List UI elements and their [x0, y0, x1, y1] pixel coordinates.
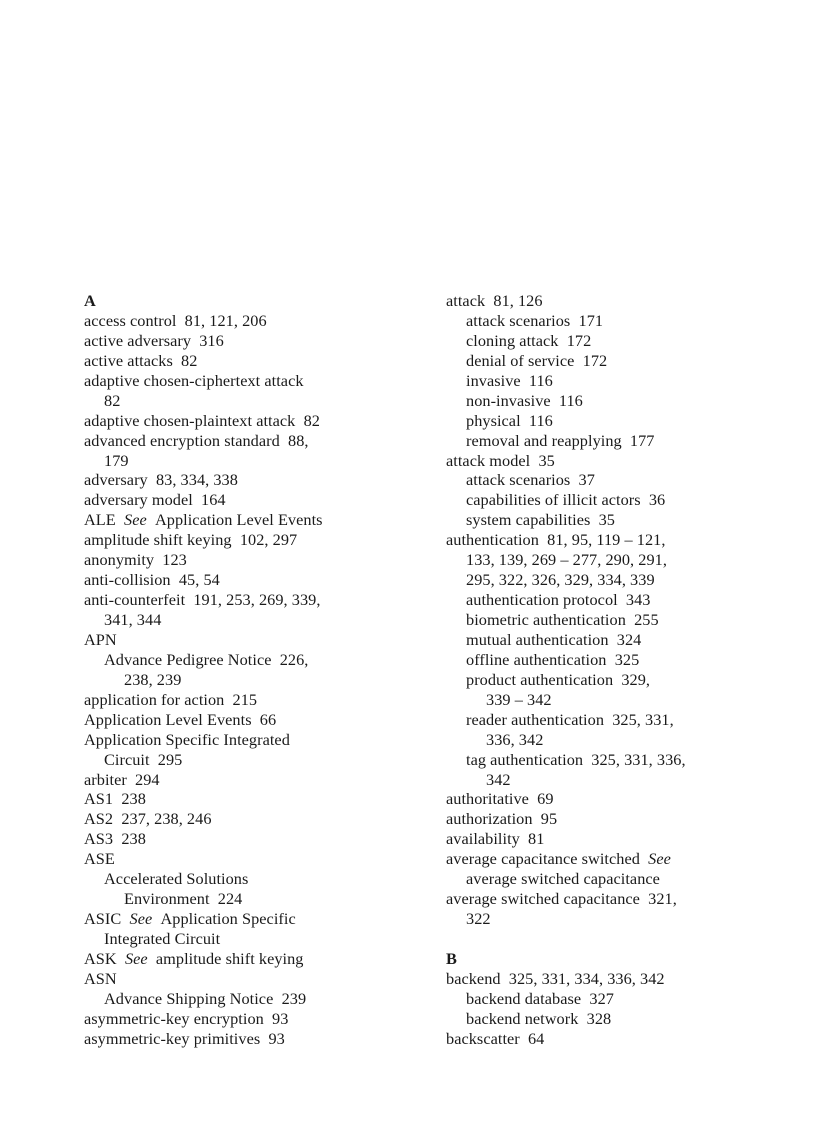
index-entry	[84, 789, 404, 809]
index-term: AS1	[84, 789, 114, 809]
index-entry	[84, 770, 404, 790]
index-term: average switched capacitance	[446, 889, 640, 909]
index-term: adaptive chosen-plaintext attack	[84, 410, 296, 430]
see-reference: See	[129, 909, 153, 929]
index-term: tag authentication	[466, 749, 584, 769]
index-term: anonymity	[84, 550, 155, 570]
index-term: Environment	[124, 889, 210, 909]
index-entry	[446, 1029, 776, 1049]
index-term: Advance Pedigree Notice	[104, 649, 272, 669]
index-entry	[84, 530, 404, 550]
page-numbers: 82	[303, 410, 320, 430]
see-reference: See	[648, 849, 671, 869]
index-entry	[84, 510, 404, 530]
index-subentry	[84, 889, 404, 909]
index-subentry	[446, 610, 776, 630]
index-entry	[84, 690, 404, 710]
section-letter-b: B	[446, 948, 457, 968]
index-term: product authentication	[466, 669, 614, 689]
index-entry	[84, 470, 404, 490]
index-term: attack	[446, 291, 486, 310]
index-entry	[84, 570, 404, 590]
index-term: offline authentication	[466, 649, 607, 669]
index-term: backend network	[466, 1008, 579, 1028]
index-term: availability	[446, 829, 520, 849]
index-term: attack model	[446, 450, 531, 470]
page-numbers: 83, 334, 338	[155, 470, 238, 490]
index-subentry	[446, 869, 776, 889]
index-entry	[446, 530, 776, 550]
index-term: ASIC	[84, 909, 122, 929]
index-entry	[84, 490, 404, 510]
page-numbers: 179	[104, 450, 129, 470]
index-term: ALE	[84, 510, 116, 530]
page-numbers: 69	[537, 789, 554, 809]
page-numbers: 93	[272, 1008, 289, 1028]
index-term: physical	[466, 410, 521, 430]
index-subentry	[84, 989, 404, 1009]
index-term: Advance Shipping Notice	[104, 988, 274, 1008]
index-term: average capacitance switched	[446, 849, 640, 869]
page-numbers: 342	[486, 769, 511, 789]
index-entry	[84, 411, 404, 431]
index-subentry	[446, 650, 776, 670]
index-term: anti-collision	[84, 570, 171, 590]
index-term: system capabilities	[466, 510, 591, 530]
index-entry	[84, 1029, 404, 1049]
index-entry	[84, 909, 404, 929]
index-subentry	[446, 909, 776, 929]
index-term: adaptive chosen-ciphertext attack	[84, 370, 304, 390]
page-numbers: 102, 297	[239, 530, 298, 550]
index-entry	[84, 949, 404, 969]
page-numbers: 95	[540, 809, 558, 829]
index-entry	[84, 1009, 404, 1029]
page-numbers: 36	[648, 490, 666, 510]
index-subentry	[446, 770, 776, 790]
index-subentry	[446, 730, 776, 750]
page-numbers: 93	[268, 1028, 285, 1048]
index-subentry	[446, 331, 776, 351]
page-numbers: 343	[625, 590, 651, 610]
page-numbers: 238, 239	[124, 669, 182, 689]
page-numbers: 82	[104, 390, 121, 410]
page-numbers: 191, 253, 269, 339,	[193, 590, 321, 610]
index-term: ASE	[84, 849, 115, 869]
index-term: backend database	[466, 988, 582, 1008]
page-numbers: 327	[589, 988, 614, 1008]
see-target: Application Level Events	[154, 510, 323, 530]
index-term: attack scenarios	[466, 470, 571, 490]
index-term: application for action	[84, 689, 225, 709]
page-numbers: 133, 139, 269 – 277, 290, 291,	[466, 550, 667, 570]
page-numbers: 64	[527, 1028, 545, 1048]
page-numbers: 237, 238, 246	[121, 809, 212, 829]
index-subentry	[84, 650, 404, 670]
index-entry	[446, 451, 776, 471]
see-reference: See	[124, 510, 147, 530]
index-term: amplitude shift keying	[84, 530, 232, 550]
index-term: backend	[446, 968, 501, 988]
index-term: average switched capacitance	[466, 869, 660, 889]
index-term: adversary model	[84, 490, 193, 510]
index-term: biometric authentication	[466, 610, 626, 629]
index-entry	[446, 789, 776, 809]
index-term: capabilities of illicit actors	[466, 490, 641, 510]
index-subentry	[84, 929, 404, 949]
index-subentry	[84, 610, 404, 630]
index-entry	[84, 431, 404, 451]
index-subentry	[446, 470, 776, 490]
page-numbers: 325	[614, 649, 640, 669]
index-entry	[84, 590, 404, 610]
index-term: invasive	[466, 370, 521, 390]
index-subentry	[446, 311, 776, 331]
page-numbers: 238	[121, 829, 146, 849]
see-reference: See	[124, 948, 148, 968]
index-term: authorization	[446, 809, 533, 829]
page-numbers: 116	[528, 370, 553, 390]
index-entry	[84, 331, 404, 351]
index-term: Accelerated Solutions	[104, 869, 249, 889]
index-term: mutual authentication	[466, 629, 609, 649]
page-numbers: 321,	[648, 889, 677, 909]
page-numbers: 295, 322, 326, 329, 334, 339	[466, 570, 655, 590]
index-entry	[84, 730, 404, 750]
index-subentry	[446, 391, 776, 411]
index-subentry	[446, 630, 776, 650]
index-term: authentication	[446, 530, 539, 550]
page-numbers: 325, 331, 334, 336, 342	[508, 968, 665, 988]
index-term: active adversary	[84, 330, 192, 350]
page-numbers: 123	[162, 550, 187, 570]
index-entry	[84, 809, 404, 829]
index-term: access control	[84, 310, 177, 330]
page-numbers: 341, 344	[104, 610, 162, 629]
page-numbers: 336, 342	[486, 729, 544, 749]
page-numbers: 239	[281, 988, 307, 1008]
index-term: ASK	[84, 948, 117, 968]
page-numbers: 339 – 342	[486, 689, 552, 709]
page-numbers: 171	[578, 310, 604, 330]
page-numbers: 81	[528, 829, 545, 849]
index-entry	[446, 849, 776, 869]
page-numbers: 255	[634, 610, 659, 629]
index-entry	[84, 630, 404, 650]
index-term: AS2	[84, 809, 114, 829]
index-term: active attacks	[84, 350, 173, 370]
page-numbers: 226,	[279, 649, 309, 669]
index-subentry	[446, 411, 776, 431]
index-subentry	[446, 351, 776, 371]
index-term: Integrated Circuit	[104, 929, 221, 948]
index-term: anti-counterfeit	[84, 590, 186, 610]
index-term: AS3	[84, 829, 114, 849]
section-gap	[446, 929, 776, 949]
page-numbers: 324	[616, 629, 642, 649]
page-numbers: 172	[582, 350, 608, 370]
index-subentry	[446, 750, 776, 770]
index-term: Circuit	[104, 749, 150, 769]
page-numbers: 116	[528, 410, 553, 430]
page-numbers: 88,	[288, 430, 309, 450]
index-subentry	[446, 371, 776, 391]
index-term: APN	[84, 629, 117, 649]
index-term: Application Level Events	[84, 709, 252, 729]
page-numbers: 82	[181, 350, 198, 370]
index-term: non-invasive	[466, 390, 551, 410]
page-numbers: 37	[578, 470, 595, 490]
page-numbers: 81, 126	[493, 291, 543, 310]
index-term: denial of service	[466, 350, 575, 370]
page-numbers: 215	[232, 689, 258, 709]
index-subentry	[446, 710, 776, 730]
index-subentry	[84, 391, 404, 411]
page-numbers: 164	[201, 490, 226, 510]
see-target: amplitude shift keying	[155, 948, 304, 968]
index-subentry	[446, 431, 776, 451]
index-subentry	[84, 869, 404, 889]
index-term: reader authentication	[466, 709, 605, 729]
page-numbers: 66	[259, 709, 277, 729]
index-subentry	[84, 451, 404, 471]
index-term: asymmetric-key encryption	[84, 1008, 264, 1028]
index-term: authentication protocol	[466, 590, 618, 610]
page-numbers: 81, 121, 206	[184, 310, 267, 330]
index-entry	[84, 371, 404, 391]
index-subentry	[84, 750, 404, 770]
index-subentry	[446, 1009, 776, 1029]
index-term: Application Specific Integrated	[84, 729, 290, 749]
page-numbers: 35	[538, 450, 555, 470]
index-entry	[84, 849, 404, 869]
index-subentry	[446, 690, 776, 710]
index-entry	[84, 311, 404, 331]
page-numbers: 45, 54	[178, 570, 220, 590]
index-subentry	[446, 670, 776, 690]
index-term: backscatter	[446, 1028, 520, 1048]
index-subentry	[446, 570, 776, 590]
index-entry	[446, 809, 776, 829]
index-entry	[84, 710, 404, 730]
page-numbers: 116	[558, 390, 583, 410]
index-entry	[446, 291, 776, 311]
section-letter-a: A	[84, 291, 96, 310]
page-numbers: 322	[466, 909, 491, 929]
page-numbers: 325, 331, 336,	[591, 749, 686, 769]
index-subentry	[446, 510, 776, 530]
index-term: removal and reapplying	[466, 430, 622, 450]
index-entry	[84, 829, 404, 849]
index-term: asymmetric-key primitives	[84, 1028, 261, 1048]
page-numbers: 295	[157, 749, 183, 769]
index-term: cloning attack	[466, 330, 559, 350]
index-entry	[84, 351, 404, 371]
index-subentry	[446, 550, 776, 570]
index-term: attack scenarios	[466, 310, 571, 330]
page-numbers: 329,	[621, 669, 651, 689]
index-column-right	[446, 291, 776, 1049]
index-subentry	[446, 989, 776, 1009]
index-subentry	[84, 670, 404, 690]
index-term: arbiter	[84, 769, 127, 789]
index-term: adversary	[84, 470, 148, 490]
page-numbers: 35	[598, 510, 615, 530]
index-entry	[446, 969, 776, 989]
page-numbers: 328	[586, 1008, 612, 1028]
page-numbers: 325, 331,	[612, 709, 674, 729]
index-entry	[446, 829, 776, 849]
see-target: Application Specific	[160, 909, 296, 929]
page-numbers: 238	[121, 789, 146, 809]
index-column-left	[84, 291, 404, 1049]
page-numbers: 316	[199, 330, 224, 350]
index-entry	[84, 550, 404, 570]
index-subentry	[446, 490, 776, 510]
page-numbers: 294	[135, 769, 160, 789]
index-term: ASN	[84, 968, 117, 988]
index-subentry	[446, 590, 776, 610]
index-term: authoritative	[446, 789, 529, 809]
page-numbers: 177	[629, 430, 655, 450]
index-entry	[84, 969, 404, 989]
index-term: advanced encryption standard	[84, 430, 280, 450]
index-entry	[446, 889, 776, 909]
page-numbers: 224	[217, 889, 243, 909]
page-numbers: 172	[566, 330, 592, 350]
page-numbers: 81, 95, 119 – 121,	[547, 530, 666, 550]
